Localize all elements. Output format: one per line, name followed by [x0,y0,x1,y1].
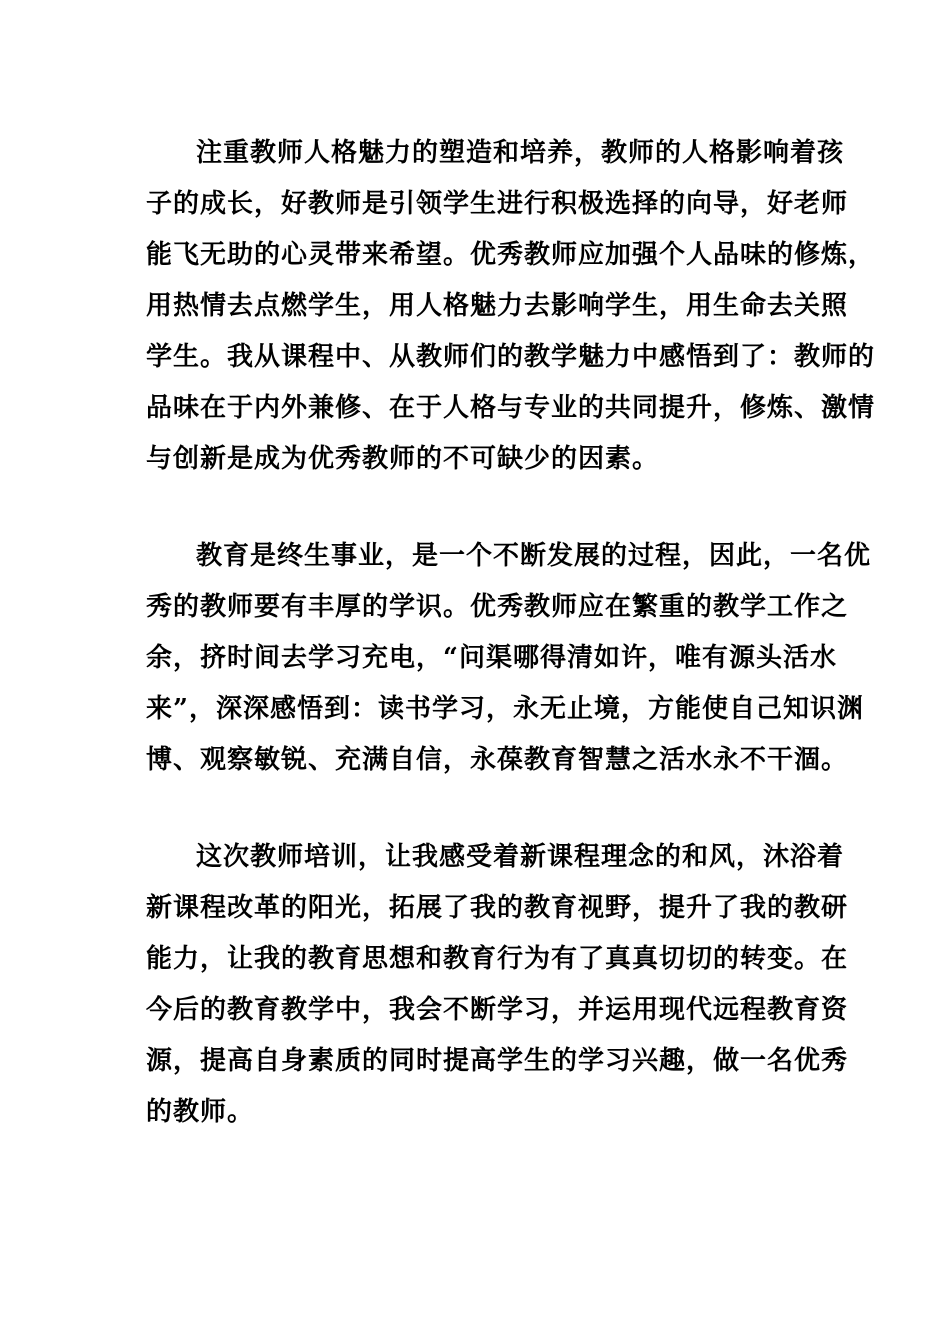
paragraph-spacer [146,485,816,531]
paragraph-line: 与创新是成为优秀教师的不可缺少的因素。 [146,444,660,474]
paragraph-1 [146,128,876,485]
paragraph-line: 教育是终生事业，是一个不断发展的过程，因此，一名优 [196,541,872,571]
paragraph-line: 的教师。 [146,1097,255,1127]
paragraph-line: 注重教师人格魅力的塑造和培养，教师的人格影响着孩 [196,138,845,168]
paragraph-line: 能飞无助的心灵带来希望。优秀教师应加强个人品味的修炼， [146,240,876,270]
paragraph-line: 源，提高自身素质的同时提高学生的学习兴趣，做一名优秀 [146,1046,849,1076]
paragraph-line: 学生。我从课程中、从教师们的教学魅力中感悟到了：教师的 [146,342,876,372]
paragraph-2 [146,531,872,786]
paragraph-line: 博、观察敏锐、充满自信，永葆教育智慧之活水永不干涸。 [146,745,849,775]
paragraph-line: 能力，让我的教育思想和教育行为有了真真切切的转变。在 [146,944,849,974]
paragraph-line: 今后的教育教学中，我会不断学习，并运用现代远程教育资 [146,995,849,1025]
paragraph-line: 用热情去点燃学生，用人格魅力去影响学生，用生命去关照 [146,291,849,321]
paragraph-3 [146,832,849,1138]
paragraph-line: 子的成长，好教师是引领学生进行积极选择的向导，好老师 [146,189,849,219]
paragraph-line: 这次教师培训，让我感受着新课程理念的和风，沐浴着 [196,842,845,872]
paragraph-spacer [146,786,816,832]
paragraph-line: 来”，深深感悟到：读书学习，永无止境，方能使自己知识渊 [146,694,864,724]
paragraph-line: 新课程改革的阳光，拓展了我的教育视野，提升了我的教研 [146,893,849,923]
paragraph-line: 余，挤时间去学习充电，“问渠哪得清如许，唯有源头活水 [146,643,837,673]
paragraph-line: 品味在于内外兼修、在于人格与专业的共同提升，修炼、激情 [146,393,876,423]
paragraph-line: 秀的教师要有丰厚的学识。优秀教师应在繁重的教学工作之 [146,592,849,622]
document-body [146,128,876,1138]
